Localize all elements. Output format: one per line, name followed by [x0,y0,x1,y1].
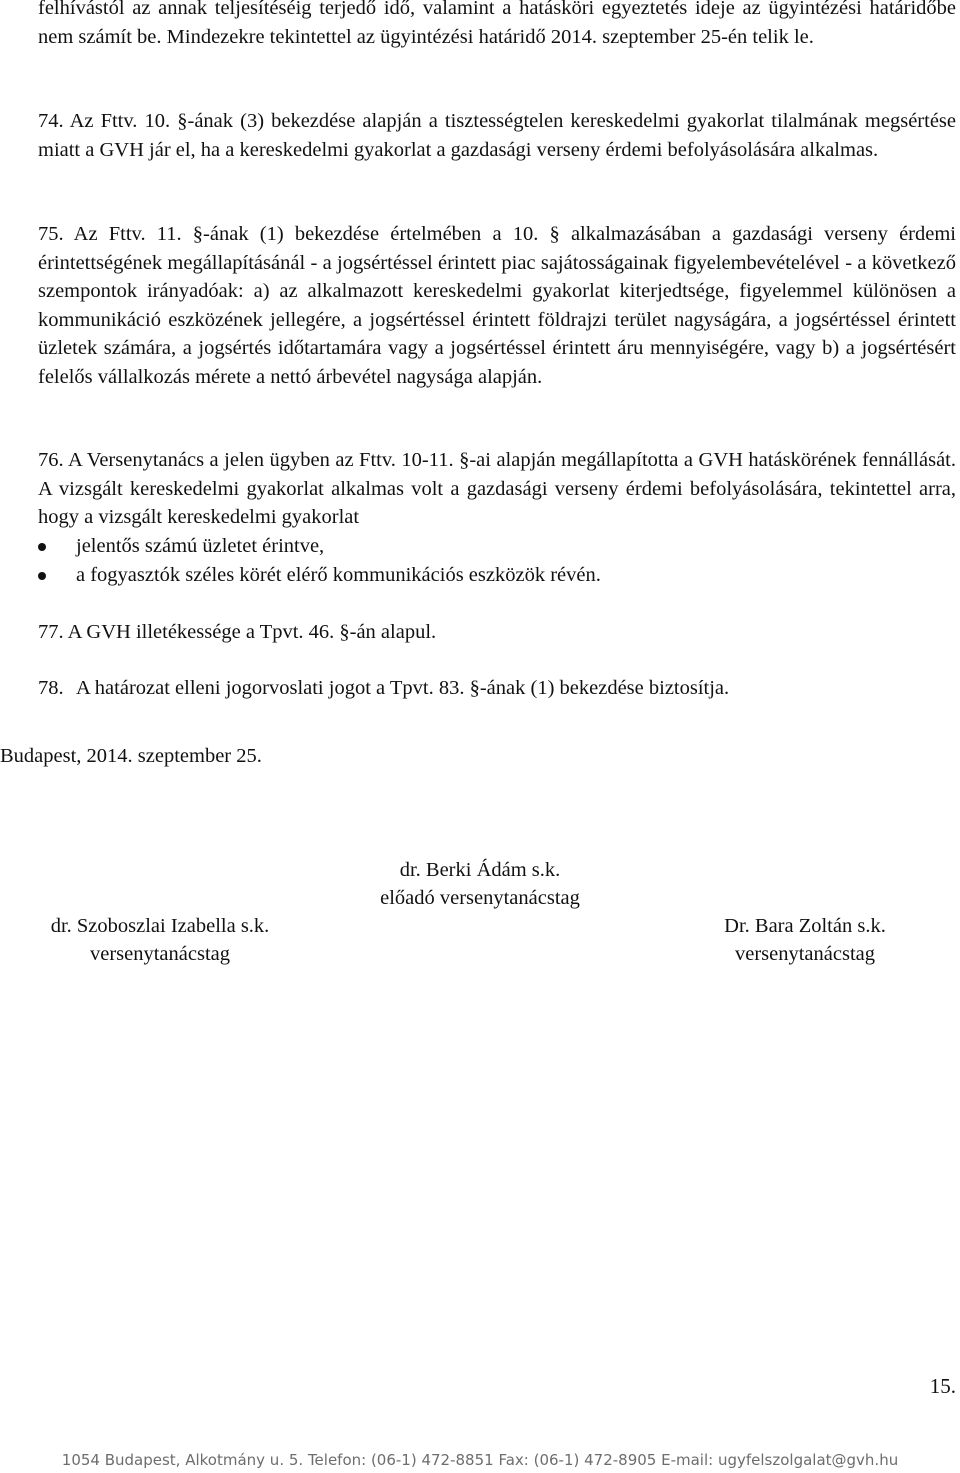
list-item [38,561,956,590]
paragraph-76: 76. A Versenytanács a jelen ügyben az Fttv. 10-11. §-ai alapján megállapította a GVH hatáskörének fennállását. A vizsgált kereskedelmi gyakorlat alkalmas volt a gazdasági verseny érdemi befolyásolására, tekintettel arra, hogy a vizsgált kereskedelmi gyakorlat [38,449,956,528]
paragraph-77: 77. A GVH illetékessége a Tpvt. 46. §-án alapul. [38,621,437,643]
signature-name: dr. Szoboszlai Izabella s.k. [50,915,270,937]
signature-presiding [320,856,640,912]
signature-left [0,912,320,968]
bullet-icon [38,543,46,551]
paragraph-78-text: A határozat elleni jogorvoslati jogot a Tpvt. 83. §-ának (1) bekezdése biztosítja. [76,677,730,699]
signature-role: előadó versenytanácstag [380,887,580,909]
signature-role: versenytanácstag [734,943,876,965]
paragraph-75: 75. Az Fttv. 11. §-ának (1) bekezdése értelmében a 10. § alkalmazásában a gazdasági verseny érdemi érintettségének megállapításánál - a jogsértéssel érintett piac sajátosságainak figyelembevételével - a következő szempontok irányadóak: a) az alkalmazott kereskedelmi gyakorlat kiterjedtsége, figyelemmel különösen a kommunikáció eszközének jellegére, a jogsértéssel érintett földrajzi terület nagyságára, a jogsértéssel érintett üzletek számára, a jogsértés időtartamára vagy a jogsértéssel érintett áru mennyiségére, vagy b) a jogsértésért felelős vállalkozás mérete a nettó árbevétel nagysága alapján. [38,223,956,388]
paragraph-78 [38,674,956,703]
list-item-text: jelentős számú üzletet érintve, [76,535,325,557]
paragraph-74: 74. Az Fttv. 10. §-ának (3) bekezdése alapján a tisztességtelen kereskedelmi gyakorlat tilalmának megsértése miatt a GVH jár el, ha a kereskedelmi gyakorlat a gazdasági verseny érdemi befolyásolására alkalmas. [38,110,956,161]
paragraph-continuation: felhívástól az annak teljesítéséig terjedő idő, valamint a hatásköri egyeztetés ideje az ügyintézési határidőbe nem számít be. Mindezekre tekintettel az ügyintézési határidő 2014. szeptember 25-én telik le. [38,0,956,48]
bullet-icon [38,572,46,580]
signature-name: dr. Berki Ádám s.k. [399,859,561,881]
page-number: 15. [929,1374,956,1398]
bullet-list [38,532,956,590]
signature-role: versenytanácstag [89,943,231,965]
list-item [38,532,956,561]
signature-name: Dr. Bara Zoltán s.k. [724,915,886,937]
signature-right [640,912,960,968]
paragraph-number: 78. [38,677,64,699]
page-footer: 1054 Budapest, Alkotmány u. 5. Telefon: (06-1) 472-8851 Fax: (06-1) 472-8905 E-mail: ugyfelszolgalat@gvh.hu [61,1451,899,1469]
place-and-date: Budapest, 2014. szeptember 25. [0,745,262,767]
list-item-text: a fogyasztók széles körét elérő kommunikációs eszközök révén. [76,564,601,586]
